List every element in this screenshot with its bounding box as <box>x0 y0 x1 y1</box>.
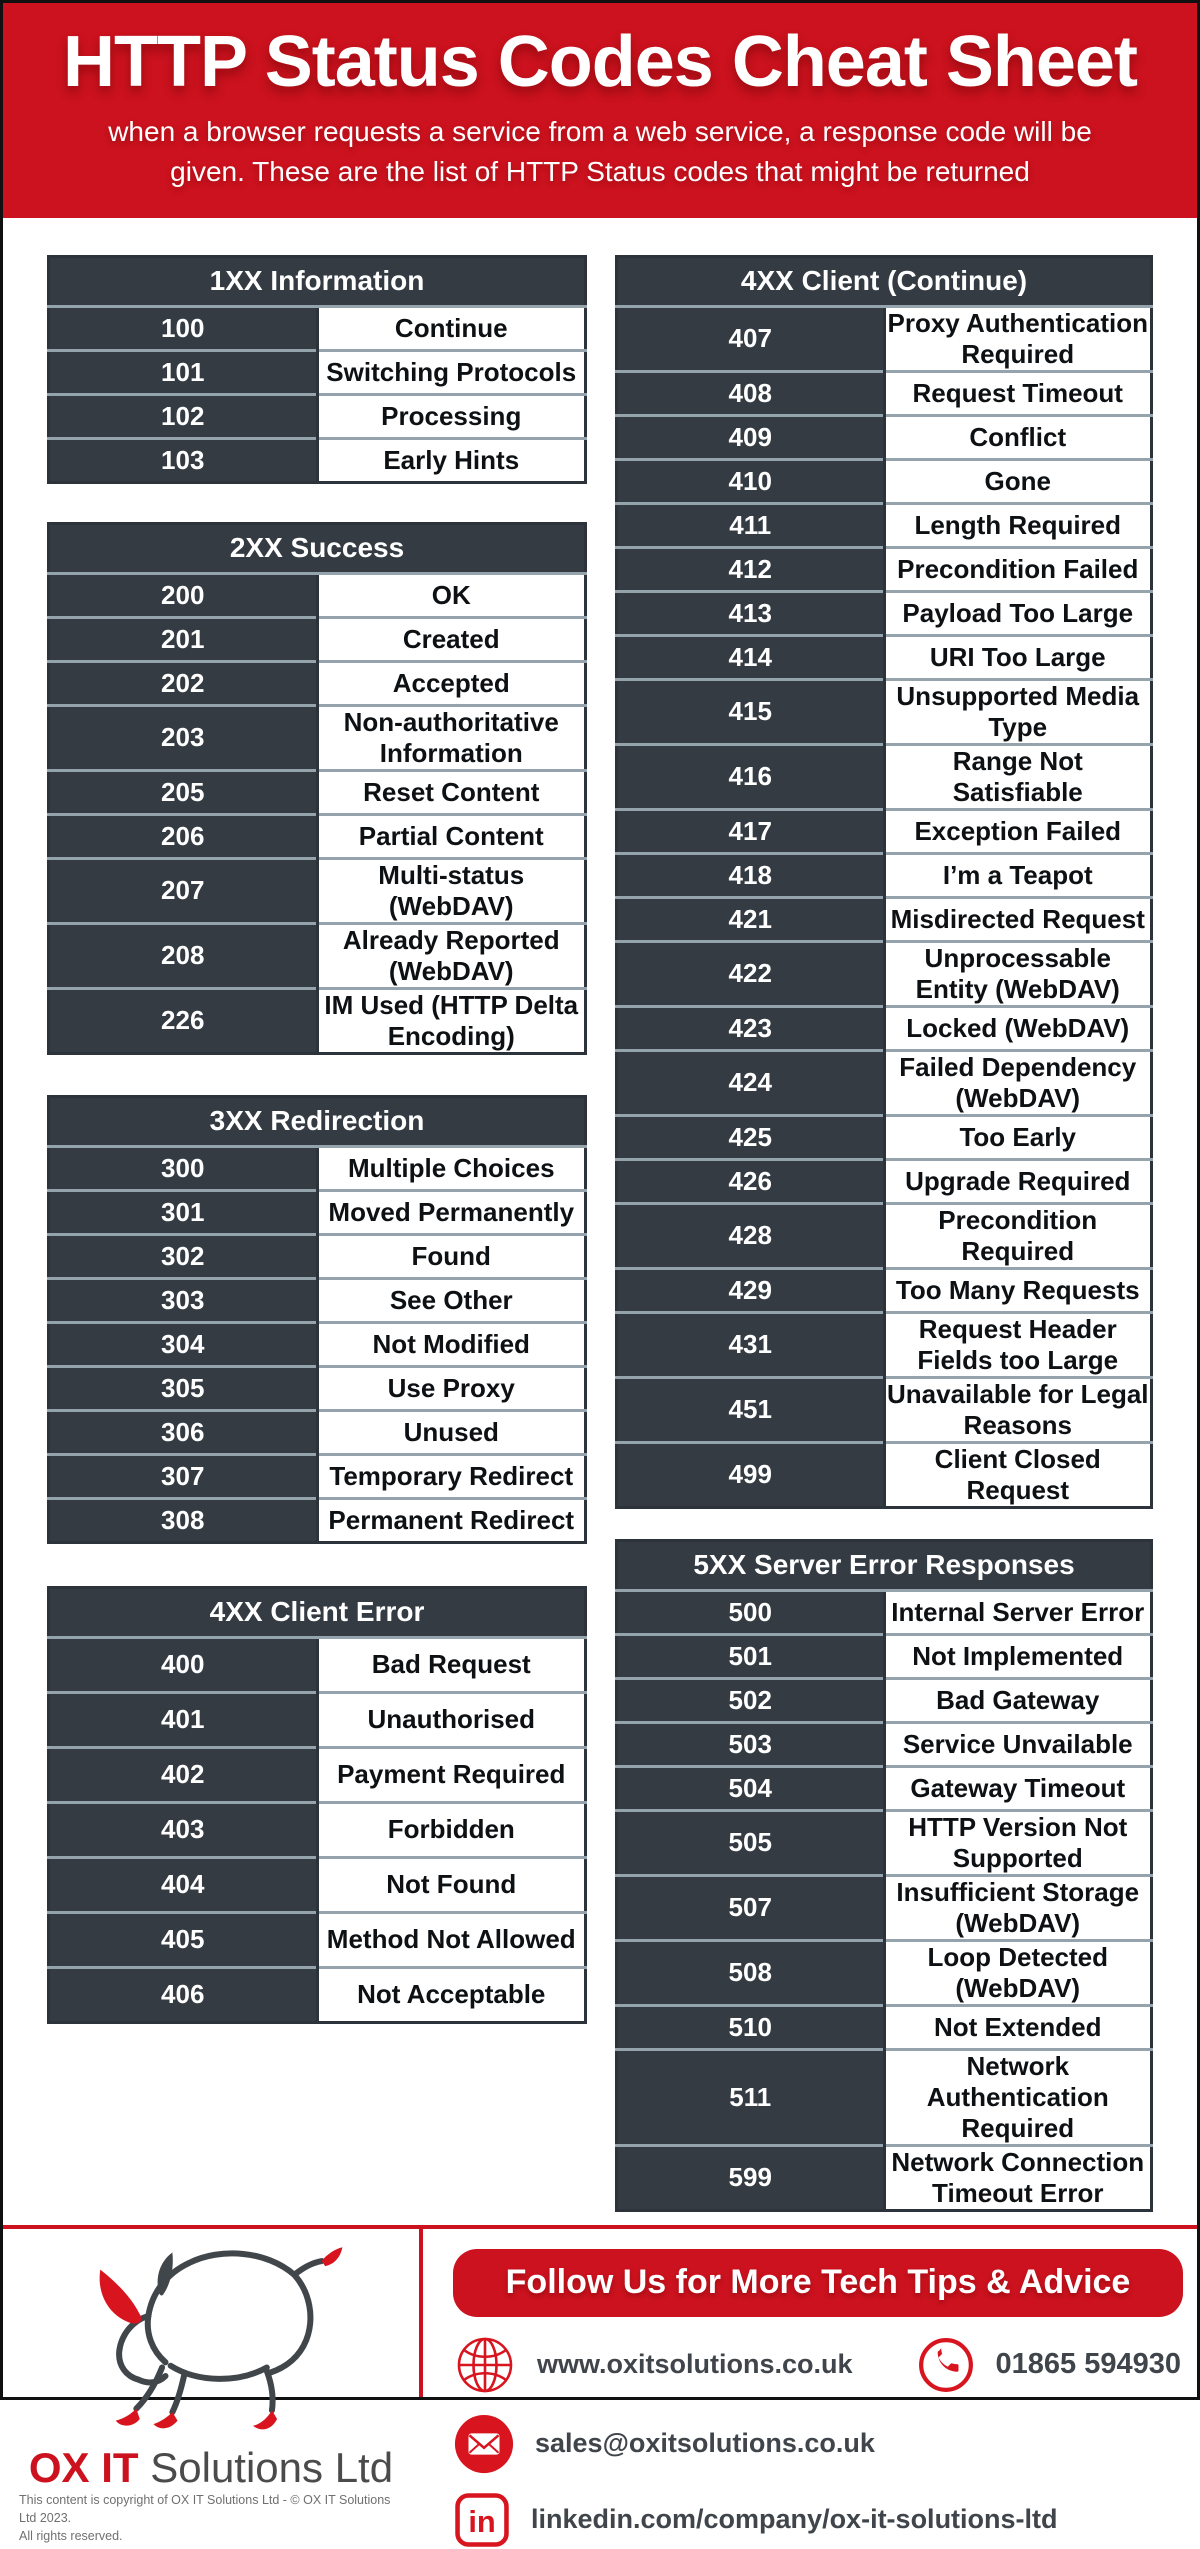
status-row <box>617 503 1152 547</box>
status-code-cell: 407 <box>617 306 885 371</box>
status-row <box>617 1678 1152 1722</box>
status-row <box>49 923 586 988</box>
status-code-cell: 415 <box>617 679 885 744</box>
status-code-cell: 205 <box>49 770 318 814</box>
status-desc-cell: Already Reported (WebDAV) <box>317 923 586 988</box>
table-title: 4XX Client (Continue) <box>617 256 1152 306</box>
table-title: 2XX Success <box>49 523 586 573</box>
status-desc-cell: Bad Request <box>317 1637 586 1692</box>
table-4xx-client-continue <box>615 255 1153 1509</box>
status-desc-cell: Early Hints <box>317 438 586 482</box>
status-code-cell: 103 <box>49 438 318 482</box>
status-code-cell: 423 <box>617 1006 885 1050</box>
status-desc-cell: Moved Permanently <box>317 1190 586 1234</box>
website-contact <box>453 2333 853 2397</box>
status-desc-cell: Non-authoritative Information <box>317 705 586 770</box>
linkedin-icon <box>453 2491 511 2549</box>
status-desc-cell: Service Unvailable <box>884 1722 1152 1766</box>
status-desc-cell: Permanent Redirect <box>317 1498 586 1542</box>
status-code-cell: 499 <box>617 1442 885 1507</box>
bull-logo <box>61 2237 361 2443</box>
status-code-cell: 405 <box>49 1912 318 1967</box>
status-row <box>617 2005 1152 2049</box>
contact-row-2 <box>453 2413 1185 2475</box>
page-title: HTTP Status Codes Cheat Sheet <box>63 22 1137 102</box>
svg-text:in: in <box>468 2503 496 2539</box>
status-code-cell: 505 <box>617 1810 885 1875</box>
status-row <box>617 809 1152 853</box>
status-row <box>49 394 586 438</box>
status-code-cell: 302 <box>49 1234 318 1278</box>
status-desc-cell: Partial Content <box>317 814 586 858</box>
status-desc-cell: HTTP Version Not Supported <box>884 1810 1152 1875</box>
status-row <box>49 306 586 350</box>
status-desc-cell: Not Found <box>317 1857 586 1912</box>
status-row <box>617 306 1152 371</box>
status-row <box>49 1322 586 1366</box>
status-code-cell: 304 <box>49 1322 318 1366</box>
phone-contact <box>916 2335 1181 2395</box>
status-desc-cell: Too Early <box>884 1115 1152 1159</box>
status-desc-cell: Unsupported Media Type <box>884 679 1152 744</box>
status-row <box>617 1940 1152 2005</box>
page-subtitle: when a browser requests a service from a web service, a response code will be given. These are the list of HTTP Status codes that might be returned <box>108 116 1092 187</box>
status-row <box>49 661 586 705</box>
status-code-cell: 428 <box>617 1203 885 1268</box>
status-row <box>49 1278 586 1322</box>
status-code-cell: 101 <box>49 350 318 394</box>
status-row <box>49 1857 586 1912</box>
status-code-cell: 416 <box>617 744 885 809</box>
status-code-cell: 504 <box>617 1766 885 1810</box>
status-code-cell: 226 <box>49 988 318 1053</box>
status-row <box>617 1377 1152 1442</box>
status-desc-cell: Continue <box>317 306 586 350</box>
contact-row-1 <box>453 2333 1185 2397</box>
status-row <box>49 438 586 482</box>
status-row <box>617 415 1152 459</box>
email-icon <box>453 2413 515 2475</box>
status-desc-cell: Bad Gateway <box>884 1678 1152 1722</box>
status-row <box>617 1810 1152 1875</box>
status-code-cell: 501 <box>617 1634 885 1678</box>
status-code-cell: 406 <box>49 1967 318 2022</box>
status-row <box>49 350 586 394</box>
status-code-cell: 510 <box>617 2005 885 2049</box>
status-row <box>617 679 1152 744</box>
email-contact <box>453 2413 875 2475</box>
status-row <box>49 858 586 923</box>
status-code-cell: 207 <box>49 858 318 923</box>
status-row <box>49 1692 586 1747</box>
status-desc-cell: Multiple Choices <box>317 1146 586 1190</box>
status-desc-cell: See Other <box>317 1278 586 1322</box>
status-code-cell: 500 <box>617 1590 885 1634</box>
status-code-cell: 508 <box>617 1940 885 2005</box>
status-row <box>49 1802 586 1857</box>
status-desc-cell: Not Extended <box>884 2005 1152 2049</box>
status-row <box>617 744 1152 809</box>
status-desc-cell: Gone <box>884 459 1152 503</box>
status-desc-cell: Client Closed Request <box>884 1442 1152 1507</box>
status-desc-cell: Insufficient Storage (WebDAV) <box>884 1875 1152 1940</box>
status-desc-cell: Internal Server Error <box>884 1590 1152 1634</box>
status-code-cell: 414 <box>617 635 885 679</box>
status-desc-cell: Locked (WebDAV) <box>884 1006 1152 1050</box>
status-code-cell: 306 <box>49 1410 318 1454</box>
linkedin-url: linkedin.com/company/ox-it-solutions-ltd <box>531 2504 1058 2535</box>
status-row <box>617 1312 1152 1377</box>
status-row <box>617 1442 1152 1507</box>
status-code-cell: 503 <box>617 1722 885 1766</box>
status-row <box>617 1050 1152 1115</box>
status-row <box>617 591 1152 635</box>
status-row <box>617 1766 1152 1810</box>
status-desc-cell: Loop Detected (WebDAV) <box>884 1940 1152 2005</box>
status-row <box>617 1875 1152 1940</box>
status-desc-cell: URI Too Large <box>884 635 1152 679</box>
status-code-cell: 208 <box>49 923 318 988</box>
status-desc-cell: Switching Protocols <box>317 350 586 394</box>
status-row <box>617 1268 1152 1312</box>
status-code-cell: 308 <box>49 1498 318 1542</box>
status-desc-cell: Unprocessable Entity (WebDAV) <box>884 941 1152 1006</box>
status-desc-cell: Range Not Satisfiable <box>884 744 1152 809</box>
status-desc-cell: Gateway Timeout <box>884 1766 1152 1810</box>
status-code-cell: 305 <box>49 1366 318 1410</box>
status-row <box>617 1203 1152 1268</box>
status-row <box>617 853 1152 897</box>
status-code-cell: 507 <box>617 1875 885 1940</box>
status-code-cell: 429 <box>617 1268 885 1312</box>
table-2xx-success <box>47 522 587 1055</box>
status-code-cell: 206 <box>49 814 318 858</box>
status-row <box>49 1410 586 1454</box>
status-row <box>49 1967 586 2022</box>
phone-number: 01865 594930 <box>995 2348 1181 2381</box>
status-desc-cell: Request Header Fields too Large <box>884 1312 1152 1377</box>
status-row <box>617 371 1152 415</box>
company-name-red: OX IT <box>28 2443 139 2491</box>
status-row <box>49 1454 586 1498</box>
company-name <box>29 2445 393 2491</box>
status-code-cell: 421 <box>617 897 885 941</box>
status-desc-cell: Too Many Requests <box>884 1268 1152 1312</box>
copyright-note <box>19 2491 403 2545</box>
status-row <box>49 1747 586 1802</box>
status-row <box>49 1637 586 1692</box>
status-code-cell: 418 <box>617 853 885 897</box>
status-row <box>617 635 1152 679</box>
status-desc-cell: Not Implemented <box>884 1634 1152 1678</box>
website-url: www.oxitsolutions.co.uk <box>537 2349 853 2380</box>
status-code-cell: 417 <box>617 809 885 853</box>
status-desc-cell: IM Used (HTTP Delta Encoding) <box>317 988 586 1053</box>
status-desc-cell: OK <box>317 573 586 617</box>
status-code-cell: 300 <box>49 1146 318 1190</box>
status-row <box>49 617 586 661</box>
status-code-cell: 307 <box>49 1454 318 1498</box>
table-title: 4XX Client Error <box>49 1587 586 1637</box>
status-row <box>617 1634 1152 1678</box>
status-code-cell: 401 <box>49 1692 318 1747</box>
status-code-cell: 511 <box>617 2049 885 2145</box>
status-desc-cell: Precondition Required <box>884 1203 1152 1268</box>
status-row <box>617 1722 1152 1766</box>
status-desc-cell: Multi-status (WebDAV) <box>317 858 586 923</box>
contact-row-3 <box>453 2491 1185 2549</box>
status-code-cell: 402 <box>49 1747 318 1802</box>
status-row <box>617 1006 1152 1050</box>
status-row <box>49 988 586 1053</box>
status-row <box>617 2049 1152 2145</box>
status-desc-cell: Created <box>317 617 586 661</box>
status-desc-cell: Length Required <box>884 503 1152 547</box>
status-code-cell: 599 <box>617 2145 885 2210</box>
email-address: sales@oxitsolutions.co.uk <box>535 2428 875 2459</box>
table-title: 5XX Server Error Responses <box>617 1540 1152 1590</box>
status-desc-cell: Payment Required <box>317 1747 586 1802</box>
status-row <box>49 1234 586 1278</box>
status-row <box>49 1146 586 1190</box>
status-code-cell: 102 <box>49 394 318 438</box>
status-desc-cell: I’m a Teapot <box>884 853 1152 897</box>
status-row <box>617 459 1152 503</box>
status-row <box>49 705 586 770</box>
status-code-cell: 303 <box>49 1278 318 1322</box>
status-code-cell: 451 <box>617 1377 885 1442</box>
status-row <box>49 1912 586 1967</box>
status-row <box>49 1366 586 1410</box>
header-banner <box>3 3 1197 218</box>
footer-brand-section <box>3 2229 423 2544</box>
company-name-gray: Solutions Ltd <box>138 2443 394 2491</box>
status-code-cell: 426 <box>617 1159 885 1203</box>
left-column <box>47 255 587 2212</box>
status-code-cell: 202 <box>49 661 318 705</box>
status-code-cell: 410 <box>617 459 885 503</box>
status-desc-cell: Accepted <box>317 661 586 705</box>
table-1xx-information <box>47 255 587 484</box>
status-code-cell: 411 <box>617 503 885 547</box>
status-row <box>49 1190 586 1234</box>
status-row <box>617 941 1152 1006</box>
status-desc-cell: Network Authentication Required <box>884 2049 1152 2145</box>
copyright-line-2: All rights reserved. <box>19 2529 123 2544</box>
status-code-cell: 502 <box>617 1678 885 1722</box>
status-row <box>49 573 586 617</box>
status-code-cell: 201 <box>49 617 318 661</box>
status-desc-cell: Upgrade Required <box>884 1159 1152 1203</box>
status-row <box>49 770 586 814</box>
footer-contact-section <box>423 2229 1197 2539</box>
status-row <box>49 814 586 858</box>
status-code-cell: 409 <box>617 415 885 459</box>
status-row <box>617 547 1152 591</box>
linkedin-contact <box>453 2491 1058 2549</box>
globe-icon <box>453 2333 517 2397</box>
status-row <box>617 2145 1152 2210</box>
table-title: 3XX Redirection <box>49 1096 586 1146</box>
table-3xx-redirection <box>47 1095 587 1544</box>
status-row <box>617 1115 1152 1159</box>
status-desc-cell: Request Timeout <box>884 371 1152 415</box>
table-title: 1XX Information <box>49 256 586 306</box>
status-code-cell: 424 <box>617 1050 885 1115</box>
status-code-cell: 422 <box>617 941 885 1006</box>
status-code-cell: 203 <box>49 705 318 770</box>
status-code-cell: 431 <box>617 1312 885 1377</box>
status-desc-cell: Temporary Redirect <box>317 1454 586 1498</box>
status-code-cell: 400 <box>49 1637 318 1692</box>
status-code-cell: 412 <box>617 547 885 591</box>
status-code-cell: 403 <box>49 1802 318 1857</box>
status-desc-cell: Failed Dependency (WebDAV) <box>884 1050 1152 1115</box>
status-desc-cell: Exception Failed <box>884 809 1152 853</box>
status-code-cell: 200 <box>49 573 318 617</box>
table-4xx-client-error <box>47 1586 587 2024</box>
status-desc-cell: Proxy Authentication Required <box>884 306 1152 371</box>
status-row <box>617 1159 1152 1203</box>
table-5xx-server-error <box>615 1539 1153 2212</box>
status-code-cell: 425 <box>617 1115 885 1159</box>
status-desc-cell: Processing <box>317 394 586 438</box>
status-desc-cell: Unauthorised <box>317 1692 586 1747</box>
status-code-cell: 301 <box>49 1190 318 1234</box>
status-row <box>617 897 1152 941</box>
status-desc-cell: Reset Content <box>317 770 586 814</box>
status-code-cell: 100 <box>49 306 318 350</box>
phone-icon <box>916 2335 976 2395</box>
status-row <box>617 1590 1152 1634</box>
status-code-cell: 408 <box>617 371 885 415</box>
status-desc-cell: Conflict <box>884 415 1152 459</box>
status-desc-cell: Precondition Failed <box>884 547 1152 591</box>
follow-us-banner: Follow Us for More Tech Tips & Advice <box>453 2249 1183 2317</box>
status-desc-cell: Not Modified <box>317 1322 586 1366</box>
status-row <box>49 1498 586 1542</box>
status-code-cell: 404 <box>49 1857 318 1912</box>
status-code-cell: 413 <box>617 591 885 635</box>
status-desc-cell: Forbidden <box>317 1802 586 1857</box>
status-desc-cell: Misdirected Request <box>884 897 1152 941</box>
status-desc-cell: Found <box>317 1234 586 1278</box>
status-desc-cell: Unused <box>317 1410 586 1454</box>
status-desc-cell: Use Proxy <box>317 1366 586 1410</box>
status-desc-cell: Method Not Allowed <box>317 1912 586 1967</box>
status-desc-cell: Unavailable for Legal Reasons <box>884 1377 1152 1442</box>
status-desc-cell: Network Connection Timeout Error <box>884 2145 1152 2210</box>
status-desc-cell: Not Acceptable <box>317 1967 586 2022</box>
copyright-line-1: This content is copyright of OX IT Solutions Ltd - © OX IT Solutions Ltd 2023. <box>19 2492 391 2525</box>
tables-area <box>3 218 1197 2212</box>
footer <box>3 2225 1197 2544</box>
right-column <box>615 255 1153 2212</box>
status-desc-cell: Payload Too Large <box>884 591 1152 635</box>
